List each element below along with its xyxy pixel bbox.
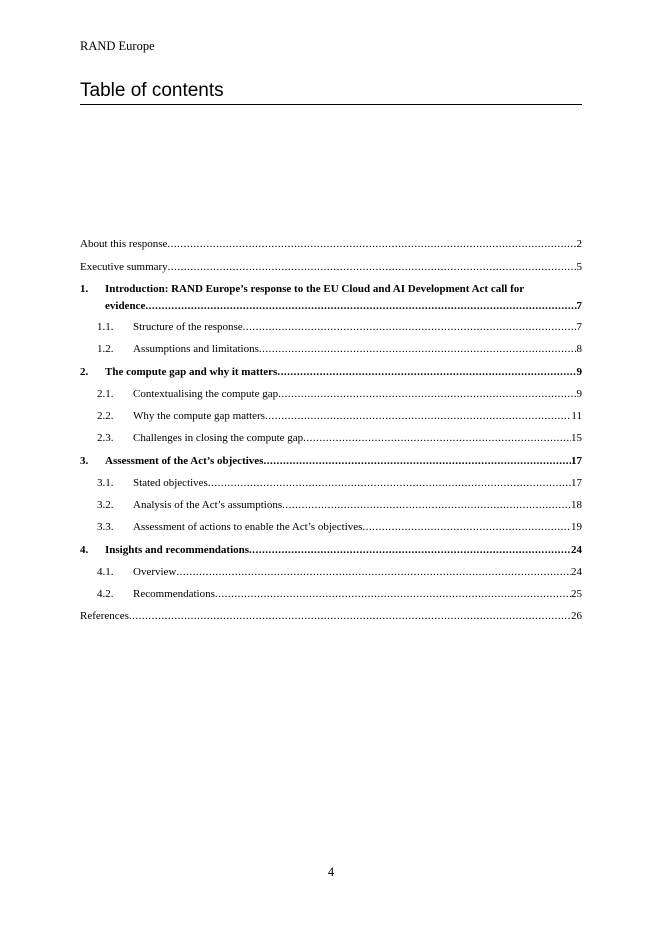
toc-number: 2. xyxy=(80,366,89,378)
toc-page: 24 xyxy=(571,566,582,578)
toc-page: 5 xyxy=(576,261,582,273)
toc-label: Assumptions and limitations xyxy=(133,343,259,355)
toc-number: 3.3. xyxy=(97,521,114,533)
toc-leader xyxy=(176,565,571,580)
toc-page: 8 xyxy=(576,343,582,355)
toc-label: Overview xyxy=(133,566,177,578)
toc-entry-chapter-1[interactable] xyxy=(105,299,582,314)
toc-label: Assessment of actions to enable the Act’s objectives xyxy=(133,521,363,533)
toc-entry-4-1[interactable] xyxy=(97,565,582,580)
toc-page: 19 xyxy=(571,521,582,533)
toc-leader xyxy=(362,520,571,535)
toc-label: Recommendations xyxy=(133,588,215,600)
toc-number: 2.3. xyxy=(97,432,114,444)
toc-page: 11 xyxy=(571,410,582,422)
toc-label: Analysis of the Act’s assumptions xyxy=(133,499,283,511)
toc-leader xyxy=(277,365,576,380)
toc-label: Why the compute gap matters xyxy=(133,410,265,422)
page-title: Table of contents xyxy=(80,79,582,105)
running-header: RAND Europe xyxy=(80,39,155,53)
toc-number: 3.2. xyxy=(97,499,114,511)
toc-entry-1-2[interactable] xyxy=(97,342,582,357)
toc-leader xyxy=(167,237,576,252)
toc-label: About this response xyxy=(80,238,168,250)
toc-leader xyxy=(265,409,571,424)
toc-label: Executive summary xyxy=(80,261,168,273)
toc-leader xyxy=(278,387,576,402)
toc-page: 2 xyxy=(576,238,582,250)
toc-entry-chapter-3[interactable] xyxy=(80,454,582,469)
toc-number: 3.1. xyxy=(97,477,114,489)
toc-number: 1. xyxy=(80,283,89,295)
toc-page: 7 xyxy=(576,321,582,333)
toc-page: 18 xyxy=(571,499,582,511)
toc-leader xyxy=(263,454,571,469)
toc-label: Structure of the response xyxy=(133,321,243,333)
toc-leader xyxy=(259,342,577,357)
toc-page: 15 xyxy=(571,432,582,444)
toc-entry-4-2[interactable] xyxy=(97,587,582,602)
toc-label: evidence xyxy=(105,300,146,312)
toc-label: Challenges in closing the compute gap xyxy=(133,432,304,444)
toc-label: Contextualising the compute gap xyxy=(133,388,279,400)
toc-entry-3-3[interactable] xyxy=(97,520,582,535)
toc-label: References xyxy=(80,610,129,622)
toc-number: 3. xyxy=(80,455,89,467)
toc-number: 1.1. xyxy=(97,321,114,333)
toc-entry-chapter-1-line1[interactable] xyxy=(80,282,582,297)
toc-page: 26 xyxy=(571,610,582,622)
page-number: 4 xyxy=(327,865,335,879)
toc-page: 7 xyxy=(576,300,582,312)
toc-leader xyxy=(145,299,576,314)
toc-entry-3-1[interactable] xyxy=(97,476,582,491)
toc-leader xyxy=(215,587,571,602)
toc-entry-3-2[interactable] xyxy=(97,498,582,513)
toc-entry-executive-summary[interactable] xyxy=(80,260,582,275)
toc-page: 17 xyxy=(571,477,582,489)
toc-entry-2-1[interactable] xyxy=(97,387,582,402)
toc-page: 17 xyxy=(571,455,582,467)
toc-page: 25 xyxy=(571,588,582,600)
toc-number: 2.1. xyxy=(97,388,114,400)
toc-number: 4.2. xyxy=(97,588,114,600)
toc-label: The compute gap and why it matters xyxy=(105,366,278,378)
toc-label-line1: Introduction: RAND Europe’s response to the EU Cloud and AI Development Act call for xyxy=(105,283,525,295)
toc-entry-about[interactable] xyxy=(80,237,582,252)
toc-label: Stated objectives xyxy=(133,477,208,489)
toc-entry-2-2[interactable] xyxy=(97,409,582,424)
toc-label: Insights and recommendations xyxy=(105,544,250,556)
toc-leader xyxy=(168,260,577,275)
toc-leader xyxy=(303,431,571,446)
toc-number: 2.2. xyxy=(97,410,114,422)
toc-page: 24 xyxy=(571,544,582,556)
toc-page: 9 xyxy=(576,366,582,378)
toc-leader xyxy=(282,498,571,513)
toc-entry-2-3[interactable] xyxy=(97,431,582,446)
toc-number: 4. xyxy=(80,544,89,556)
toc-entry-references[interactable] xyxy=(80,609,582,624)
toc-number: 4.1. xyxy=(97,566,114,578)
toc-label: Assessment of the Act’s objectives xyxy=(105,455,264,467)
toc-number: 1.2. xyxy=(97,343,114,355)
toc-leader xyxy=(208,476,571,491)
toc-leader xyxy=(249,543,571,558)
toc-leader xyxy=(129,609,571,624)
toc-entry-chapter-4[interactable] xyxy=(80,543,582,558)
toc-entry-chapter-2[interactable] xyxy=(80,365,582,380)
toc-leader xyxy=(243,320,577,335)
toc-page: 9 xyxy=(576,388,582,400)
toc-entry-1-1[interactable] xyxy=(97,320,582,335)
